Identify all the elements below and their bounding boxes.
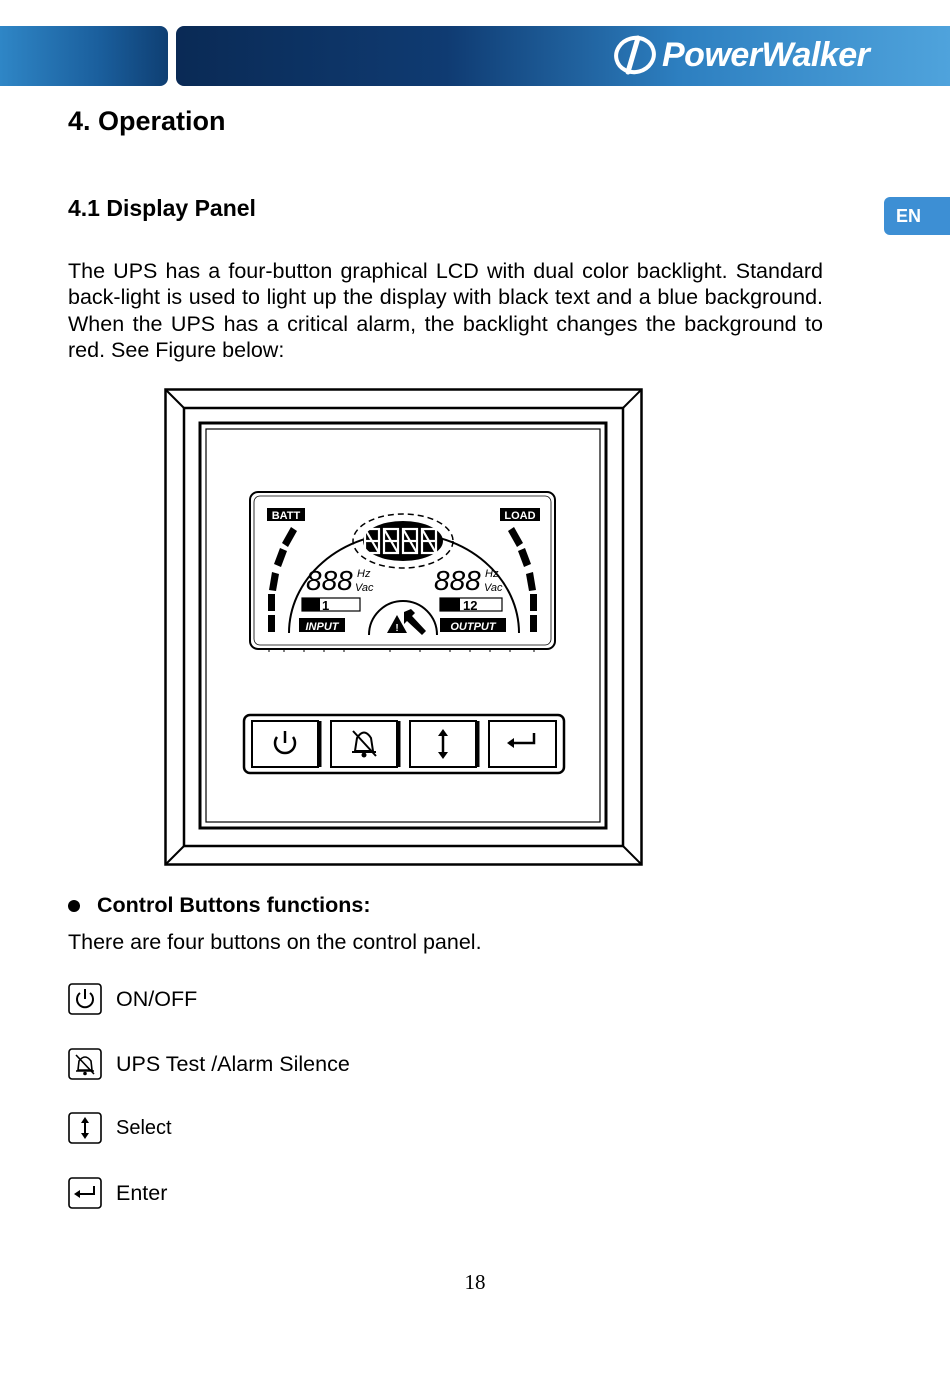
control-buttons-description: There are four buttons on the control panel.: [68, 930, 482, 954]
input-vac-unit: Vac: [355, 582, 374, 594]
input-hz-unit: Hz: [357, 568, 371, 580]
legend-label-alarm: UPS Test /Alarm Silence: [116, 1051, 350, 1076]
power-logo-icon: [612, 32, 658, 78]
enter-icon: [68, 1177, 102, 1209]
bullet-dot: [68, 900, 80, 912]
control-buttons-heading-text: Control Buttons functions:: [97, 893, 371, 917]
legend-item-enter: [68, 1177, 167, 1209]
legend-label-select: Select: [116, 1116, 172, 1139]
language-tab[interactable]: EN: [884, 197, 950, 235]
page-number: 18: [464, 1270, 486, 1294]
input-label: INPUT: [305, 621, 339, 633]
alarm-silence-icon: [68, 1048, 102, 1080]
legend-item-alarm: [68, 1048, 350, 1080]
input-readout: 888: [306, 565, 353, 596]
power-icon: [68, 983, 102, 1015]
panel-enter-button[interactable]: [489, 721, 556, 767]
legend-label-enter: Enter: [116, 1180, 168, 1205]
legend-item-onoff: [68, 983, 197, 1015]
output-readout: 888: [434, 565, 481, 596]
lcd-screen: [250, 492, 555, 652]
output-label: OUTPUT: [450, 621, 496, 633]
control-buttons-heading: [68, 893, 370, 918]
subsection-title: 4.1 Display Panel: [68, 195, 256, 221]
display-panel-figure: [164, 388, 643, 866]
input-index: 1: [322, 598, 330, 613]
select-arrows-icon: [68, 1112, 102, 1144]
legend-label-onoff: ON/OFF: [116, 986, 198, 1011]
panel-power-button[interactable]: [252, 721, 320, 767]
load-label: LOAD: [504, 510, 536, 522]
output-outlet-icon: [440, 598, 460, 611]
section-title: 4. Operation: [68, 106, 226, 136]
warning-glyph: !: [395, 623, 399, 634]
panel-select-button[interactable]: [410, 721, 478, 767]
legend-item-select: [68, 1112, 172, 1144]
intro-paragraph: The UPS has a four-button graphical LCD with dual color backlight. Standard back-light is used to light up the display with black text and a blue background. When the UPS has a critical alarm, the backlight changes the background to red. See Figure below:: [68, 259, 823, 362]
panel-alarm-button[interactable]: [331, 721, 399, 767]
output-hz-unit: Hz: [485, 568, 499, 580]
input-plug-icon: [302, 598, 320, 611]
batt-label: BATT: [271, 510, 301, 522]
banner-left-segment: [0, 26, 168, 86]
brand-name: PowerWalker: [662, 35, 870, 74]
output-vac-unit: Vac: [484, 582, 503, 594]
brand-logo: [612, 32, 869, 78]
output-index: 12: [463, 598, 478, 613]
button-strip: [244, 715, 564, 773]
